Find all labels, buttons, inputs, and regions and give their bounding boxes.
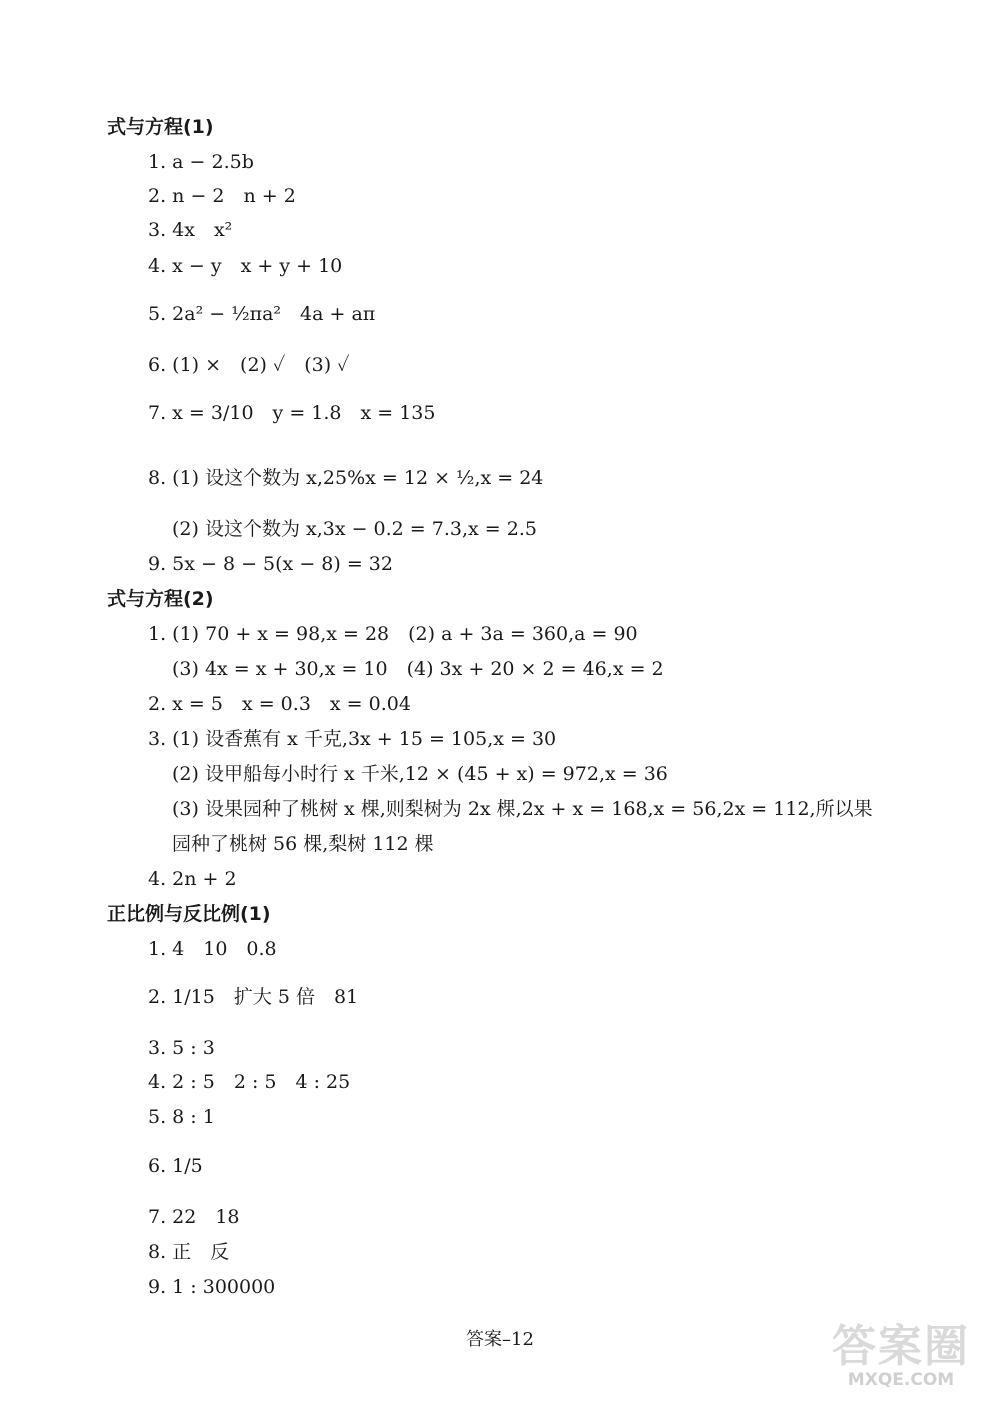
answer-line: 8. 正 反: [148, 1241, 230, 1263]
answer-line: 2. 1/15 扩大 5 倍 81: [148, 986, 359, 1008]
answer-line: 5. 2a² − ½πa² 4a + aπ: [148, 303, 376, 325]
answer-line: 4. x − y x + y + 10: [148, 255, 343, 277]
answer-line: 3. 4x x²: [148, 219, 233, 241]
answer-line: 3. (1) 设香蕉有 x 千克,3x + 15 = 105,x = 30: [148, 728, 557, 750]
answer-line: 2. x = 5 x = 0.3 x = 0.04: [148, 693, 411, 715]
answer-line: 8. (1) 设这个数为 x,25%x = 12 × ½,x = 24: [148, 467, 544, 489]
answer-line: 7. x = 3/10 y = 1.8 x = 135: [148, 402, 436, 424]
answer-line: 1. 4 10 0.8: [148, 938, 277, 960]
answer-line: 2. n − 2 n + 2: [148, 185, 296, 207]
answer-line: 9. 1 : 300000: [148, 1276, 276, 1298]
answer-line: 9. 5x − 8 − 5(x − 8) = 32: [148, 553, 393, 575]
answer-line: 1. a − 2.5b: [148, 151, 254, 173]
watermark-logo: [826, 1310, 976, 1405]
section-title: 式与方程(1): [107, 116, 214, 138]
answer-line: 6. (1) × (2) ✓ (3) ✓: [148, 354, 350, 376]
answer-line: 4. 2n + 2: [148, 868, 237, 890]
answer-line: 7. 22 18: [148, 1206, 240, 1228]
section-title: 式与方程(2): [107, 588, 214, 610]
answer-line: (2) 设这个数为 x,3x − 0.2 = 7.3,x = 2.5: [172, 518, 537, 540]
answer-line: (2) 设甲船每小时行 x 千米,12 × (45 + x) = 972,x = 36: [172, 763, 668, 785]
answer-line: 园种了桃树 56 棵,梨树 112 棵: [172, 833, 434, 855]
answer-line: (3) 设果园种了桃树 x 棵,则梨树为 2x 棵,2x + x = 168,x = 56,2x = 112,所以果: [172, 798, 873, 820]
answer-line: 6. 1/5: [148, 1155, 203, 1177]
watermark-url: MXQE.COM: [847, 1370, 955, 1390]
watermark-text: 答案圈: [832, 1321, 970, 1372]
answer-line: 3. 5 : 3: [148, 1037, 215, 1059]
answer-line: (3) 4x = x + 30,x = 10 (4) 3x + 20 × 2 = 46,x = 2: [172, 658, 664, 680]
answer-line: 4. 2 : 5 2 : 5 4 : 25: [148, 1071, 351, 1093]
section-title: 正比例与反比例(1): [107, 903, 271, 925]
answer-line: 5. 8 : 1: [148, 1106, 215, 1128]
answer-line: 1. (1) 70 + x = 98,x = 28 (2) a + 3a = 360,a = 90: [148, 623, 638, 645]
page-number: 答案–12: [466, 1329, 534, 1350]
